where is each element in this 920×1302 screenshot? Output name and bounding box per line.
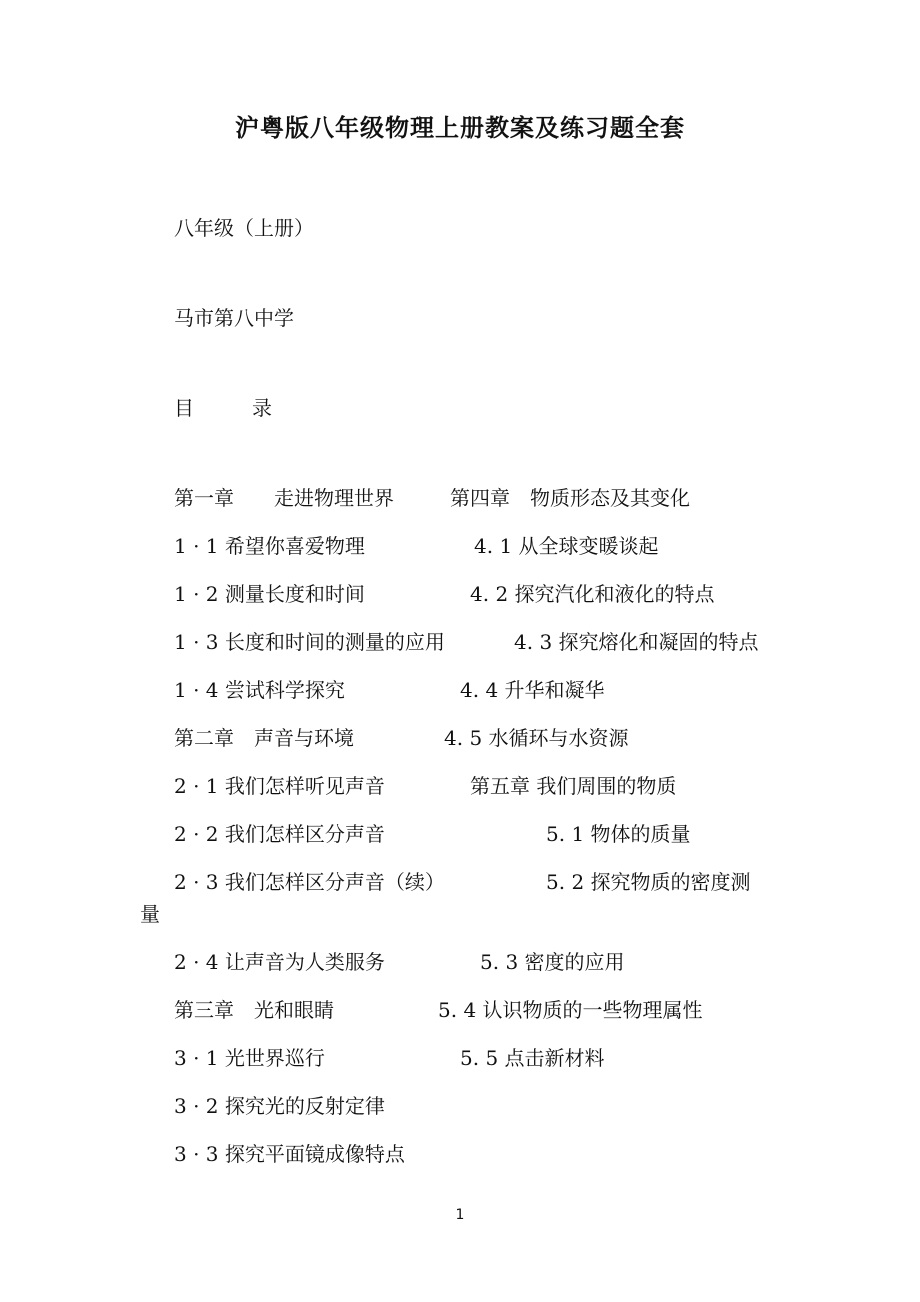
toc-entry-left: 第一章 走进物理世界 (174, 486, 394, 510)
toc-entry-right: 5. 4 认识物质的一些物理属性 (438, 998, 703, 1022)
toc-entry-left: 2 · 4 让声音为人类服务 (174, 950, 385, 974)
toc-entry-left: 2 · 1 我们怎样听见声音 (174, 774, 385, 798)
toc-entry-right: 5. 3 密度的应用 (480, 950, 625, 974)
toc-entry-left: 3 · 1 光世界巡行 (174, 1046, 325, 1070)
toc-entry-right: 4. 2 探究汽化和液化的特点 (470, 582, 715, 606)
school-name: 马市第八中学 (174, 306, 294, 330)
page-number: 1 (455, 1207, 465, 1223)
toc-row (174, 818, 874, 848)
toc-entry-left: 2 · 3 我们怎样区分声音（续） (174, 870, 445, 894)
toc-entry-left: 3 · 2 探究光的反射定律 (174, 1094, 385, 1118)
toc-entry-left: 1 · 4 尝试科学探究 (174, 678, 345, 702)
toc-heading-left: 目 (174, 396, 194, 420)
toc-row (174, 626, 874, 656)
toc-entry-right: 4. 1 从全球变暖谈起 (474, 534, 659, 558)
toc-entry-right: 4. 5 水循环与水资源 (444, 726, 629, 750)
document-title: 沪粤版八年级物理上册教案及练习题全套 (235, 114, 685, 142)
toc-row (174, 994, 874, 1024)
toc-entry-right: 第五章 我们周围的物质 (470, 774, 677, 798)
toc-entry-right: 第四章 物质形态及其变化 (450, 486, 690, 510)
toc-row (174, 578, 874, 608)
toc-row (174, 866, 874, 896)
toc-entry-left: 第三章 光和眼睛 (174, 998, 334, 1022)
toc-entry-left: 1 · 3 长度和时间的测量的应用 (174, 630, 445, 654)
toc-entry-left: 3 · 3 探究平面镜成像特点 (174, 1142, 405, 1166)
toc-heading (174, 392, 272, 421)
toc-entry-right: 5. 5 点击新材料 (460, 1046, 605, 1070)
toc-row (174, 770, 874, 800)
toc-row (174, 722, 874, 752)
toc-row (174, 1090, 874, 1120)
toc-entry-left: 2 · 2 我们怎样区分声音 (174, 822, 385, 846)
grade-label: 八年级（上册） (174, 216, 314, 240)
toc-entry-right: 5. 1 物体的质量 (546, 822, 691, 846)
toc-row (174, 1042, 874, 1072)
toc-entry-left: 1 · 2 测量长度和时间 (174, 582, 365, 606)
toc-row (174, 1138, 874, 1168)
wrapped-text-tail: 量 (140, 902, 160, 926)
toc-entry-right: 5. 2 探究物质的密度测 (546, 870, 751, 894)
toc-row (174, 946, 874, 976)
toc-entry-left: 1 · 1 希望你喜爱物理 (174, 534, 365, 558)
toc-row (174, 482, 874, 512)
toc-row (174, 674, 874, 704)
toc-entry-right: 4. 4 升华和凝华 (460, 678, 605, 702)
toc-entry-right: 4. 3 探究熔化和凝固的特点 (514, 630, 759, 654)
toc-heading-right: 录 (252, 396, 272, 420)
toc-row (174, 530, 874, 560)
toc-entry-left: 第二章 声音与环境 (174, 726, 354, 750)
